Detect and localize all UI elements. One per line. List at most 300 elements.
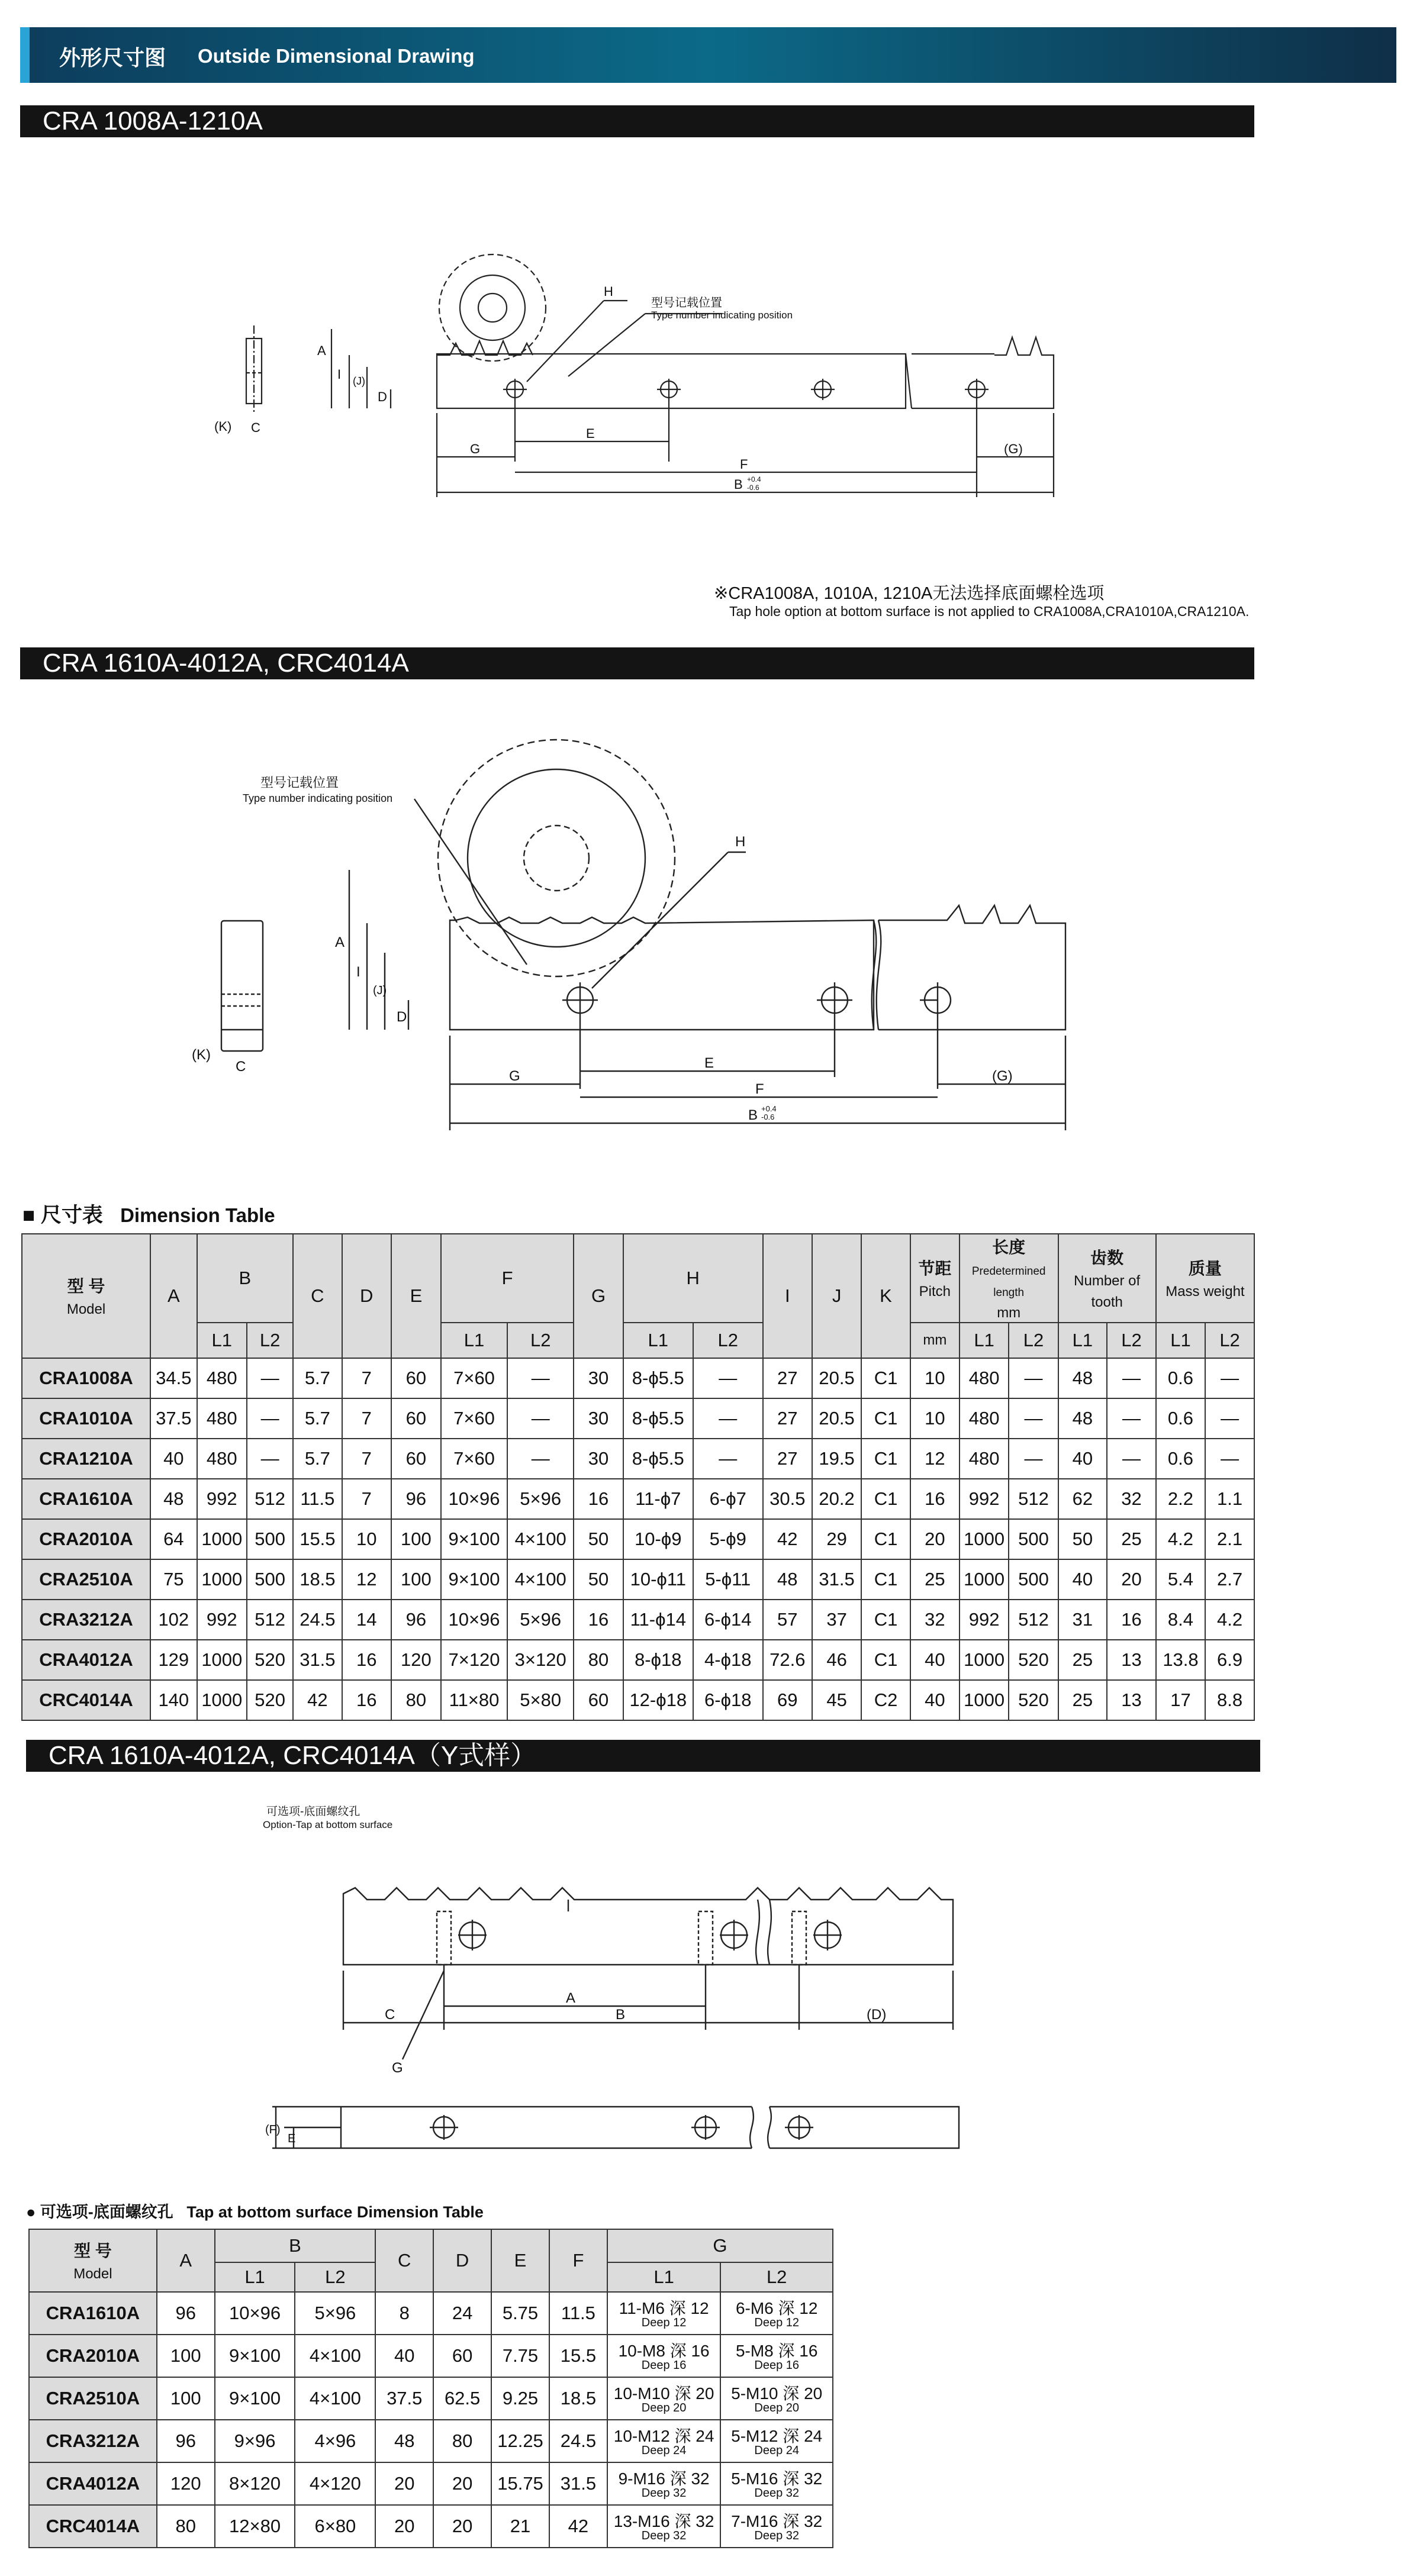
- table-cell: 12.25: [491, 2420, 549, 2462]
- model-cell: CRA2510A: [29, 2377, 157, 2420]
- tap-g-spec: 10-M12 深 24: [613, 2426, 714, 2445]
- table-cell: 32: [910, 1600, 960, 1640]
- table-cell: 992: [960, 1479, 1009, 1519]
- col-c: C: [293, 1234, 342, 1358]
- table-cell: 7.75: [491, 2335, 549, 2377]
- table-cell: 16: [574, 1479, 623, 1519]
- pitch-en: Pitch: [919, 1284, 951, 1300]
- table-cell: 20: [433, 2505, 491, 2548]
- table-cell: —: [1205, 1439, 1254, 1479]
- drawing3-label-f: (F): [265, 2123, 281, 2136]
- table-row: [22, 1439, 1254, 1479]
- table-cell: 10: [910, 1398, 960, 1439]
- table-cell: 4.2: [1205, 1600, 1254, 1640]
- table-cell: 12-ϕ18: [623, 1680, 693, 1720]
- table-cell: 30.5: [763, 1479, 812, 1519]
- section-2-title: CRA 1610A-4012A, CRC4014A: [20, 647, 1254, 679]
- table-cell: 0.6: [1156, 1439, 1205, 1479]
- drawing1-label-i: I: [337, 367, 342, 382]
- drawing2-label-a: A: [335, 934, 345, 950]
- option-cn: 可选项-底面螺纹孔: [266, 1806, 360, 1818]
- table-cell: 480: [960, 1358, 1009, 1398]
- tap-g-cell: [607, 2377, 721, 2420]
- table-cell: —: [247, 1439, 293, 1479]
- table-cell: 7×60: [441, 1358, 507, 1398]
- model-cell: CRA3212A: [29, 2420, 157, 2462]
- table-row: [22, 1640, 1254, 1680]
- drawing1-label-g2: (G): [1004, 441, 1023, 456]
- teeth-en: Number of tooth: [1074, 1273, 1141, 1310]
- table-cell: C1: [861, 1479, 910, 1519]
- table-cell: 6-ϕ14: [693, 1600, 763, 1640]
- table-cell: 21: [491, 2505, 549, 2548]
- table-cell: 20.2: [812, 1479, 861, 1519]
- drawing3-label-b: B: [616, 2007, 626, 2023]
- table-row: [29, 2292, 833, 2335]
- table-cell: 45: [812, 1680, 861, 1720]
- table-cell: 6-ϕ7: [693, 1479, 763, 1519]
- model-cell: CRA1610A: [22, 1479, 150, 1519]
- table-cell: C1: [861, 1398, 910, 1439]
- table-cell: 100: [391, 1519, 441, 1559]
- drawing1-type-en: Type number indicating position: [651, 309, 793, 321]
- table-cell: 5×80: [507, 1680, 574, 1720]
- tap-g-cell: [607, 2420, 721, 2462]
- table-cell: 34.5: [150, 1358, 197, 1398]
- table-cell: 20: [910, 1519, 960, 1559]
- table-cell: 4.2: [1156, 1519, 1205, 1559]
- table-cell: 7: [342, 1358, 391, 1398]
- table-cell: 40: [1058, 1559, 1107, 1600]
- table-row: [22, 1600, 1254, 1640]
- table-cell: 96: [391, 1479, 441, 1519]
- tap-table: [28, 2229, 833, 2548]
- table-cell: 27: [763, 1439, 812, 1479]
- table-cell: 27: [763, 1398, 812, 1439]
- table-cell: 102: [150, 1600, 197, 1640]
- table-cell: 8×120: [215, 2462, 295, 2505]
- banner-accent: [20, 27, 30, 83]
- table-cell: 50: [1058, 1519, 1107, 1559]
- tap-g-deep: Deep 24: [754, 2443, 799, 2457]
- drawing1-label-e: E: [586, 426, 595, 441]
- teeth-cn: 齿数: [1090, 1249, 1124, 1267]
- table-cell: 7: [342, 1398, 391, 1439]
- table-cell: 520: [247, 1680, 293, 1720]
- table-cell: —: [507, 1439, 574, 1479]
- drawing1-label-f: F: [740, 457, 748, 472]
- model-cell: CRA1210A: [22, 1439, 150, 1479]
- table-cell: 48: [763, 1559, 812, 1600]
- drawing2-label-g: G: [509, 1068, 520, 1084]
- table-cell: 9×96: [215, 2420, 295, 2462]
- table-cell: 480: [197, 1358, 247, 1398]
- drawing2-label-h: H: [735, 834, 746, 850]
- drawing2-label-e: E: [704, 1055, 714, 1071]
- table-cell: 25: [1058, 1680, 1107, 1720]
- col-h: H: [623, 1234, 763, 1323]
- table-cell: 7: [342, 1479, 391, 1519]
- table-row: [22, 1479, 1254, 1519]
- tap-g-deep: Deep 12: [754, 2316, 799, 2329]
- tap-table-title: [26, 2199, 484, 2222]
- table-cell: C1: [861, 1519, 910, 1559]
- drawing3-label-a: A: [566, 1990, 576, 2006]
- table-cell: 46: [812, 1640, 861, 1680]
- table-cell: 520: [1009, 1640, 1058, 1680]
- tap-g-cell: [720, 2420, 833, 2462]
- table-cell: 31.5: [549, 2462, 607, 2505]
- dimension-table-title-en: Dimension Table: [120, 1204, 275, 1226]
- table-cell: 8.4: [1156, 1600, 1205, 1640]
- table-cell: 48: [1058, 1398, 1107, 1439]
- header-title-cn: 外形尺寸图: [59, 46, 166, 70]
- table-cell: 1000: [197, 1559, 247, 1600]
- table-cell: 100: [157, 2377, 215, 2420]
- table-cell: —: [1009, 1398, 1058, 1439]
- tap-col-b-l1: L1: [215, 2262, 295, 2292]
- table-cell: 10: [342, 1519, 391, 1559]
- table-cell: 500: [247, 1559, 293, 1600]
- col-pitch-unit: mm: [910, 1323, 960, 1358]
- col-b-l2: L2: [247, 1323, 293, 1358]
- tap-g-cell: [720, 2377, 833, 2420]
- tap-g-cell: [607, 2335, 721, 2377]
- tap-col-b: B: [215, 2229, 376, 2262]
- table-cell: 100: [391, 1559, 441, 1600]
- dimension-table-title: [22, 1199, 275, 1229]
- table-cell: 500: [247, 1519, 293, 1559]
- table-cell: 18.5: [293, 1559, 342, 1600]
- table-cell: 96: [391, 1600, 441, 1640]
- drawing1-type-cn: 型号记载位置: [651, 296, 722, 309]
- table-row: [22, 1680, 1254, 1720]
- col-pitch: [910, 1234, 960, 1323]
- table-cell: 60: [433, 2335, 491, 2377]
- drawing3-label-c: C: [385, 2007, 395, 2023]
- drawing-3: [237, 1835, 1036, 2225]
- table-cell: 25: [1107, 1519, 1156, 1559]
- table-cell: 25: [1058, 1640, 1107, 1680]
- table-cell: 13: [1107, 1640, 1156, 1680]
- table-cell: 992: [197, 1479, 247, 1519]
- table-cell: 42: [763, 1519, 812, 1559]
- header-title-en: Outside Dimensional Drawing: [198, 45, 475, 67]
- col-b: B: [197, 1234, 294, 1323]
- pitch-cn: 节距: [918, 1259, 952, 1278]
- table-cell: 8-ϕ5.5: [623, 1358, 693, 1398]
- tap-col-g-l2: L2: [720, 2262, 833, 2292]
- tap-g-deep: Deep 16: [641, 2358, 687, 2372]
- table-cell: 14: [342, 1600, 391, 1640]
- table-cell: 75: [150, 1559, 197, 1600]
- tap-g-deep: Deep 32: [754, 2486, 799, 2500]
- model-cell: CRA4012A: [29, 2462, 157, 2505]
- table-cell: 1000: [197, 1519, 247, 1559]
- table-cell: 48: [375, 2420, 433, 2462]
- table-cell: 50: [574, 1559, 623, 1600]
- tap-g-cell: [607, 2505, 721, 2548]
- drawing1-b-tol-upper: +0.4: [747, 475, 761, 483]
- table-cell: 11.5: [549, 2292, 607, 2335]
- table-cell: 30: [574, 1398, 623, 1439]
- table-cell: 5.7: [293, 1358, 342, 1398]
- col-e: E: [391, 1234, 441, 1358]
- table-cell: 96: [157, 2292, 215, 2335]
- table-cell: 9.25: [491, 2377, 549, 2420]
- mass-en: Mass weight: [1165, 1284, 1245, 1300]
- table-cell: 480: [960, 1398, 1009, 1439]
- table-cell: 15.5: [549, 2335, 607, 2377]
- col-teeth-l1: L1: [1058, 1323, 1107, 1358]
- table-cell: 12: [910, 1439, 960, 1479]
- col-f-l1: L1: [441, 1323, 507, 1358]
- table-cell: 7: [342, 1439, 391, 1479]
- table-cell: 4×120: [295, 2462, 375, 2505]
- tap-g-spec: 10-M8 深 16: [618, 2341, 710, 2360]
- table-cell: 8-ϕ18: [623, 1640, 693, 1680]
- table-cell: 32: [1107, 1479, 1156, 1519]
- col-g: G: [574, 1234, 623, 1358]
- table-cell: 42: [293, 1680, 342, 1720]
- drawing2-label-d: D: [397, 1009, 407, 1025]
- table-cell: 9×100: [441, 1559, 507, 1600]
- table-cell: C1: [861, 1559, 910, 1600]
- model-cell: CRA2010A: [22, 1519, 150, 1559]
- table-cell: 31: [1058, 1600, 1107, 1640]
- drawing3-label-e: E: [288, 2132, 296, 2145]
- table-cell: 0.6: [1156, 1398, 1205, 1439]
- length-en: Predetermined length: [971, 1265, 1046, 1299]
- table-cell: 37.5: [150, 1398, 197, 1439]
- table-cell: —: [693, 1439, 763, 1479]
- table-cell: 16: [910, 1479, 960, 1519]
- table-cell: 18.5: [549, 2377, 607, 2420]
- table-cell: C2: [861, 1680, 910, 1720]
- table-cell: 80: [574, 1640, 623, 1680]
- col-a: A: [150, 1234, 197, 1358]
- dimension-table: [21, 1233, 1255, 1721]
- table-cell: 48: [150, 1479, 197, 1519]
- table-cell: 5.75: [491, 2292, 549, 2335]
- table-cell: 8-ϕ5.5: [623, 1439, 693, 1479]
- tap-g-spec: 6-M6 深 12: [735, 2298, 818, 2317]
- table-cell: 40: [910, 1640, 960, 1680]
- tap-g-deep: Deep 20: [641, 2401, 687, 2414]
- tap-g-deep: Deep 20: [754, 2401, 799, 2414]
- table-cell: 500: [1009, 1519, 1058, 1559]
- table-cell: 10-ϕ9: [623, 1519, 693, 1559]
- col-i: I: [763, 1234, 812, 1358]
- table-cell: 16: [342, 1640, 391, 1680]
- drawing2-label-j: (J): [373, 984, 387, 997]
- tap-g-cell: [720, 2505, 833, 2548]
- table-cell: 20: [1107, 1559, 1156, 1600]
- table-cell: 992: [960, 1600, 1009, 1640]
- table-cell: 29: [812, 1519, 861, 1559]
- table-cell: 5×96: [295, 2292, 375, 2335]
- table-cell: 16: [1107, 1600, 1156, 1640]
- table-cell: 80: [391, 1680, 441, 1720]
- table-cell: 10: [910, 1358, 960, 1398]
- table-cell: 80: [157, 2505, 215, 2548]
- table-row: [22, 1559, 1254, 1600]
- drawing3-label-d: (D): [867, 2007, 887, 2023]
- col-j: J: [812, 1234, 861, 1358]
- table-cell: 5×96: [507, 1600, 574, 1640]
- table-cell: 4-ϕ18: [693, 1640, 763, 1680]
- col-mass-l2: L2: [1205, 1323, 1254, 1358]
- note-cn: ※CRA1008A, 1010A, 1210A无法选择底面螺栓选项: [714, 584, 1105, 603]
- table-row: [29, 2505, 833, 2548]
- table-cell: 7×60: [441, 1439, 507, 1479]
- model-en: Model: [66, 1301, 106, 1317]
- tap-col-c: C: [375, 2229, 433, 2292]
- table-cell: 13.8: [1156, 1640, 1205, 1680]
- col-d: D: [342, 1234, 391, 1358]
- col-teeth-l2: L2: [1107, 1323, 1156, 1358]
- table-cell: 500: [1009, 1559, 1058, 1600]
- drawing1-b-tol-lower: -0.6: [747, 483, 759, 492]
- tap-g-deep: Deep 32: [641, 2486, 687, 2500]
- table-cell: 11-ϕ14: [623, 1600, 693, 1640]
- col-f: F: [441, 1234, 574, 1323]
- table-cell: 100: [157, 2335, 215, 2377]
- table-cell: 11×80: [441, 1680, 507, 1720]
- table-cell: 30: [574, 1358, 623, 1398]
- table-cell: 9×100: [215, 2335, 295, 2377]
- model-cell: CRA3212A: [22, 1600, 150, 1640]
- table-cell: 9×100: [215, 2377, 295, 2420]
- table-cell: 62: [1058, 1479, 1107, 1519]
- table-cell: 24: [433, 2292, 491, 2335]
- drawing2-label-k: (K): [192, 1047, 211, 1063]
- drawing1-label-d: D: [378, 389, 387, 404]
- table-cell: 1000: [960, 1519, 1009, 1559]
- tap-g-deep: Deep 16: [754, 2358, 799, 2372]
- section-3-title: CRA 1610A-4012A, CRC4014A（Y式样）: [26, 1740, 1260, 1772]
- table-cell: C1: [861, 1600, 910, 1640]
- table-cell: C1: [861, 1358, 910, 1398]
- table-cell: 0.6: [1156, 1358, 1205, 1398]
- table-cell: 4×100: [507, 1559, 574, 1600]
- table-cell: 48: [1058, 1358, 1107, 1398]
- header-banner: [20, 27, 1396, 83]
- table-cell: 5.4: [1156, 1559, 1205, 1600]
- col-b-l1: L1: [197, 1323, 247, 1358]
- tap-table-title-cn: ● 可选项-底面螺纹孔: [26, 2203, 173, 2221]
- drawing1-label-b: B: [734, 477, 743, 492]
- drawing1-label-a: A: [317, 343, 326, 358]
- tap-g-deep: Deep 12: [641, 2316, 687, 2329]
- table-cell: 20.5: [812, 1398, 861, 1439]
- table-cell: —: [507, 1398, 574, 1439]
- table-cell: 37: [812, 1600, 861, 1640]
- model-cell: CRA2510A: [22, 1559, 150, 1600]
- table-cell: 20: [375, 2462, 433, 2505]
- drawing1-label-c: C: [251, 420, 260, 435]
- table-cell: 31.5: [293, 1640, 342, 1680]
- tap-g-cell: [607, 2462, 721, 2505]
- table-cell: 60: [391, 1398, 441, 1439]
- table-cell: 60: [391, 1439, 441, 1479]
- table-cell: 17: [1156, 1680, 1205, 1720]
- table-cell: —: [1205, 1358, 1254, 1398]
- tap-g-spec: 13-M16 深 32: [613, 2511, 714, 2530]
- table-cell: —: [1107, 1398, 1156, 1439]
- table-cell: 24.5: [293, 1600, 342, 1640]
- table-cell: 11.5: [293, 1479, 342, 1519]
- table-row: [22, 1519, 1254, 1559]
- table-cell: 7×120: [441, 1640, 507, 1680]
- table-cell: 40: [910, 1680, 960, 1720]
- drawing3-label-g: G: [392, 2060, 403, 2076]
- table-cell: 512: [247, 1600, 293, 1640]
- table-cell: 60: [391, 1358, 441, 1398]
- table-cell: 20.5: [812, 1358, 861, 1398]
- drawing2-type-cn: 型号记载位置: [260, 775, 339, 790]
- drawing2-label-f: F: [755, 1081, 764, 1097]
- table-cell: 12×80: [215, 2505, 295, 2548]
- col-h-l1: L1: [623, 1323, 693, 1358]
- model-cn: 型 号: [67, 1277, 105, 1295]
- drawing1-label-k: (K): [214, 419, 232, 434]
- drawing2-label-g2: (G): [992, 1068, 1013, 1084]
- table-cell: 5×96: [507, 1479, 574, 1519]
- table-cell: 2.1: [1205, 1519, 1254, 1559]
- section-1-title: CRA 1008A-1210A: [20, 105, 1254, 137]
- col-length-l1: L1: [960, 1323, 1009, 1358]
- table-cell: 512: [1009, 1600, 1058, 1640]
- table-row: [22, 1358, 1254, 1398]
- table-cell: 1000: [197, 1680, 247, 1720]
- table-row: [29, 2420, 833, 2462]
- col-length-l2: L2: [1009, 1323, 1058, 1358]
- table-cell: —: [247, 1358, 293, 1398]
- table-cell: 520: [247, 1640, 293, 1680]
- table-cell: 1000: [960, 1640, 1009, 1680]
- table-cell: 6.9: [1205, 1640, 1254, 1680]
- drawing2-b-tol-upper: +0.4: [761, 1104, 777, 1113]
- table-cell: 10-ϕ11: [623, 1559, 693, 1600]
- table-cell: 20: [375, 2505, 433, 2548]
- table-cell: 1000: [197, 1640, 247, 1680]
- tap-col-f: F: [549, 2229, 607, 2292]
- model-cell: CRC4014A: [22, 1680, 150, 1720]
- table-cell: 4×100: [507, 1519, 574, 1559]
- table-cell: 512: [1009, 1479, 1058, 1519]
- tap-col-a: A: [157, 2229, 215, 2292]
- tap-g-spec: 5-M12 深 24: [731, 2426, 823, 2445]
- tap-model-cn: 型 号: [74, 2242, 112, 2260]
- table-cell: 72.6: [763, 1640, 812, 1680]
- tap-g-spec: 11-M6 深 12: [619, 2298, 709, 2317]
- table-cell: 40: [150, 1439, 197, 1479]
- table-cell: 992: [197, 1600, 247, 1640]
- tap-g-spec: 5-M8 深 16: [735, 2341, 818, 2360]
- table-cell: 6-ϕ18: [693, 1680, 763, 1720]
- table-cell: 12: [342, 1559, 391, 1600]
- table-cell: 5.7: [293, 1439, 342, 1479]
- table-cell: 31.5: [812, 1559, 861, 1600]
- table-cell: 10×96: [441, 1600, 507, 1640]
- mass-cn: 质量: [1188, 1259, 1222, 1278]
- table-cell: 11-ϕ7: [623, 1479, 693, 1519]
- table-cell: —: [1107, 1439, 1156, 1479]
- model-cell: CRA1010A: [22, 1398, 150, 1439]
- table-cell: —: [247, 1398, 293, 1439]
- table-cell: 15.5: [293, 1519, 342, 1559]
